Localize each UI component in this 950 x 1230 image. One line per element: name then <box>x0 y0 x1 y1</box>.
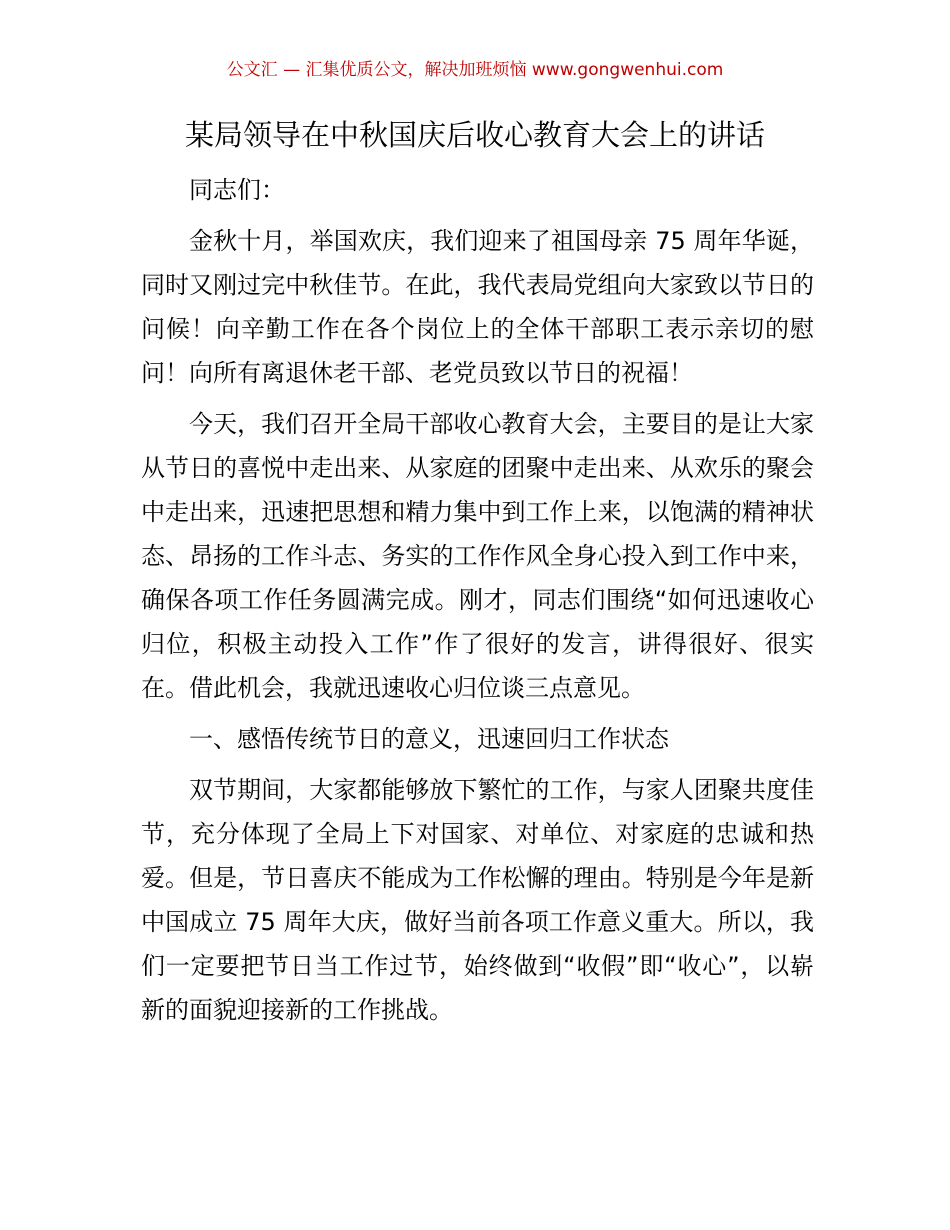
section-heading: 一、感悟传统节日的意义，迅速回归工作状态 <box>189 725 669 753</box>
document-title: 某局领导在中秋国庆后收心教育大会上的讲话 <box>184 118 765 152</box>
section-paragraph: 双节期间，大家都能够放下繁忙的工作，与家人团聚共度佳节，充分体现了全局上下对国家、对单位、对家庭的忠诚和热爱。但是，节日喜庆不能成为工作松懈的理由。特别是今年是新中国成立 75 周年大庆，做好当前各项工作意义重大。所以，我们一定要把节日当工作过节，始终做到“收假”即“收心”，以崭新的面貌迎接新的工作挑战。 <box>141 776 814 1024</box>
paragraph-intro: 金秋十月，举国欢庆，我们迎来了祖国母亲 75 周年华诞，同时又刚过完中秋佳节。在此，我代表局党组向大家致以节日的问候！向辛勤工作在各个岗位上的全体干部职工表示亲切的慰问！向所有离退休老干部、老党员致以节日的祝福！ <box>141 227 814 387</box>
paragraph-purpose: 今天，我们召开全局干部收心教育大会，主要目的是让大家从节日的喜悦中走出来、从家庭的团聚中走出来、从欢乐的聚会中走出来，迅速把思想和精力集中到工作上来，以饱满的精神状态、昂扬的工作斗志、务实的工作作风全身心投入到工作中来，确保各项工作任务圆满完成。刚才，同志们围绕“如何迅速收心归位，积极主动投入工作”作了很好的发言，讲得很好、很实在。借此机会，我就迅速收心归位谈三点意见。 <box>141 410 814 702</box>
salutation: 同志们： <box>189 176 285 204</box>
document-body <box>141 168 814 1039</box>
header-banner: 公文汇 — 汇集优质公文，解决加班烦恼 www.gongwenhui.com <box>226 60 724 80</box>
